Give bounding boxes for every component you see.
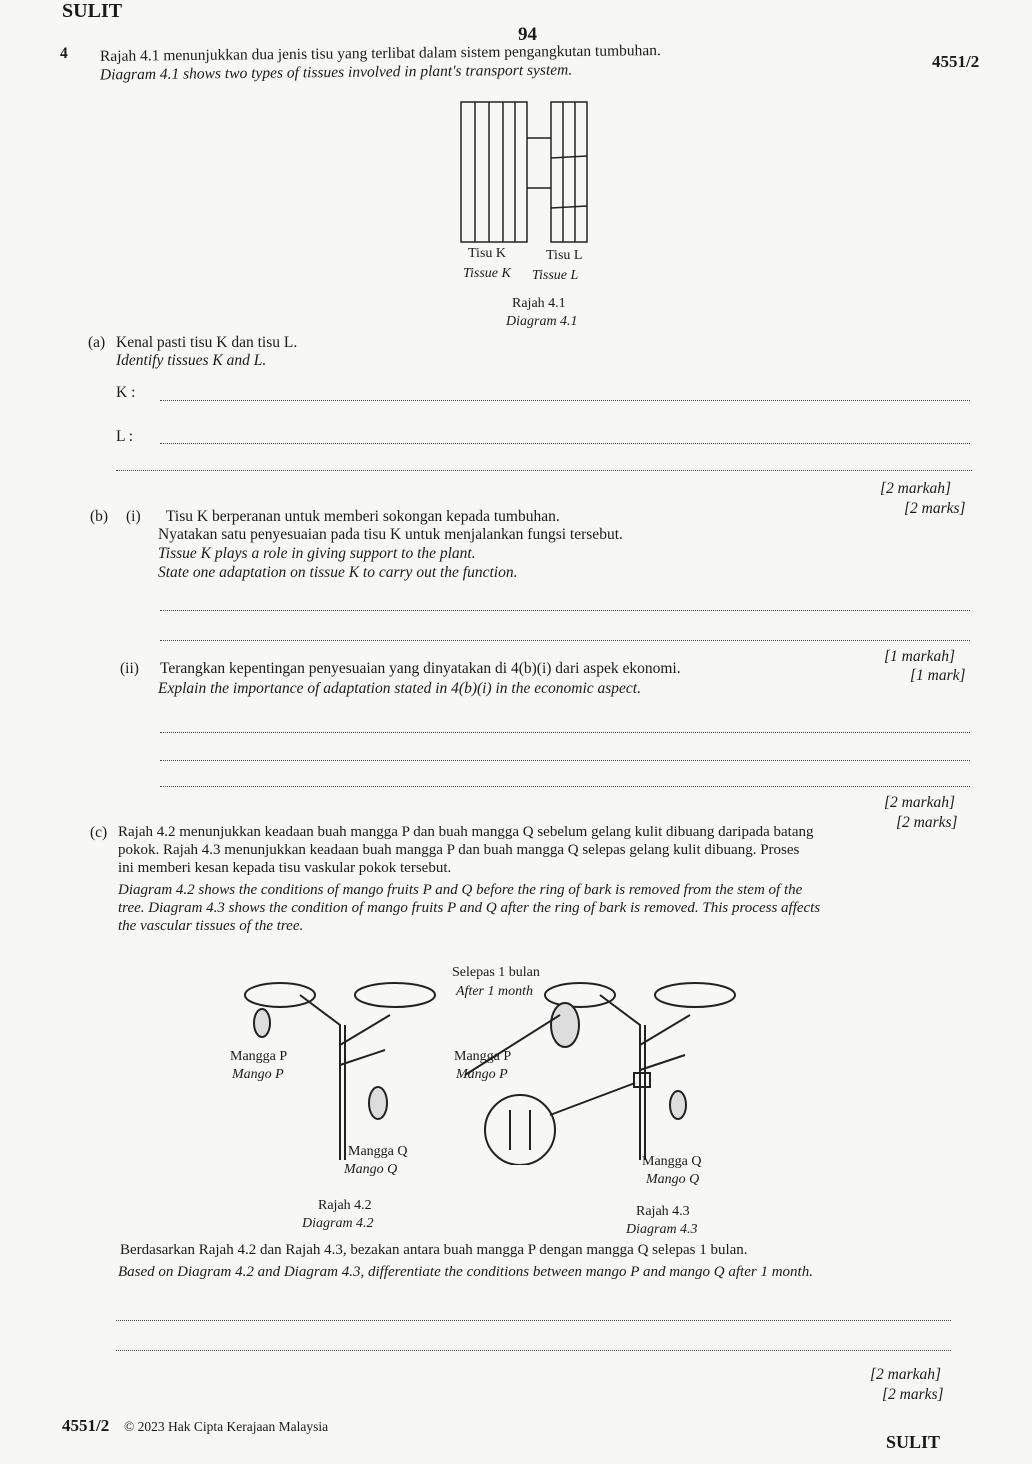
caption-rajah-4-2: Rajah 4.2: [318, 1198, 372, 1213]
part-c-ms-1: Rajah 4.2 menunjukkan keadaan buah mangga P dan buah mangga Q sebelum gelang kulit dibuang daripada batang: [118, 824, 814, 840]
part-b-i-en1: Tissue K plays a role in giving support to the plant.: [158, 545, 476, 562]
question-number: 4: [60, 45, 68, 62]
marks-b-ii-en: [2 marks]: [896, 814, 958, 831]
part-c-ms-3: ini memberi kesan kepada tisu vaskular pokok tersebut.: [118, 860, 452, 876]
caption-diagram-4-1: Diagram 4.1: [506, 314, 578, 329]
answer-c-line-2[interactable]: [116, 1350, 951, 1351]
marks-a-en: [2 marks]: [904, 500, 966, 517]
caption-rajah-4-1: Rajah 4.1: [512, 296, 566, 311]
label-tisu-l: Tisu L: [546, 248, 583, 263]
label-selepas: Selepas 1 bulan: [452, 965, 540, 980]
answer-l-label: L :: [116, 428, 134, 445]
answer-c-line-1[interactable]: [116, 1320, 951, 1321]
marks-b-i-ms: [1 markah]: [884, 648, 956, 665]
answer-a-line[interactable]: [116, 470, 972, 471]
answer-l-line[interactable]: [160, 443, 970, 444]
part-b-ii-en: Explain the importance of adaptation stated in 4(b)(i) in the economic aspect.: [158, 680, 641, 697]
label-mango-p-42: Mango P: [232, 1067, 284, 1082]
part-c-ms-2: pokok. Rajah 4.3 menunjukkan keadaan buah mangga P dan buah mangga Q selepas gelang kulit dibuang. Proses: [118, 842, 800, 858]
label-mangga-p-42: Mangga P: [230, 1049, 288, 1064]
label-mango-q-42: Mango Q: [344, 1162, 398, 1177]
label-after: After 1 month: [456, 984, 533, 999]
part-a-en: Identify tissues K and L.: [116, 352, 267, 369]
part-b-i-ms2: Nyatakan satu penyesuaian pada tisu K untuk menjalankan fungsi tersebut.: [158, 526, 623, 543]
label-mango-p-43: Mango P: [456, 1067, 508, 1082]
caption-rajah-4-3: Rajah 4.3: [636, 1204, 690, 1219]
part-b-ii-label: (ii): [120, 660, 139, 677]
answer-k-line[interactable]: [160, 400, 970, 401]
page-number: 94: [518, 24, 537, 45]
label-tissue-l: Tissue L: [532, 268, 579, 283]
answer-k-label: K :: [116, 384, 136, 401]
marks-b-i-en: [1 mark]: [910, 667, 966, 684]
intro-en: Diagram 4.1 shows two types of tissues involved in plant's transport system.: [99, 61, 573, 84]
marks-c-en: [2 marks]: [882, 1386, 944, 1403]
part-a-ms: Kenal pasti tisu K dan tisu L.: [116, 334, 298, 351]
label-mangga-q-43: Mangga Q: [642, 1154, 702, 1169]
part-b-label: (b): [90, 508, 109, 525]
part-c-en-2: tree. Diagram 4.3 shows the condition of mango fruits P and Q after the ring of bark is removed. This process affects: [118, 900, 821, 916]
sulit-header: SULIT: [62, 0, 123, 22]
diagram-4-1-tissues: [455, 98, 595, 248]
marks-a-ms: [2 markah]: [880, 480, 952, 497]
part-a-label: (a): [88, 334, 106, 351]
part-c-label: (c): [90, 824, 108, 841]
label-tissue-k: Tissue K: [463, 266, 511, 281]
answer-b-ii-line-2[interactable]: [160, 760, 970, 761]
footer-copyright: © 2023 Hak Cipta Kerajaan Malaysia: [124, 1419, 329, 1434]
paper-code: 4551/2: [932, 52, 980, 71]
marks-c-ms: [2 markah]: [870, 1366, 942, 1383]
footer-sulit: SULIT: [886, 1432, 941, 1452]
part-c-question-en: Based on Diagram 4.2 and Diagram 4.3, differentiate the conditions between mango P and mango Q after 1 month.: [118, 1264, 813, 1280]
part-b-i-en2: State one adaptation on tissue K to carry out the function.: [158, 564, 518, 581]
part-c-question-ms: Berdasarkan Rajah 4.2 dan Rajah 4.3, bezakan antara buah mangga P dengan mangga Q selepas 1 bulan.: [120, 1242, 748, 1258]
label-tisu-k: Tisu K: [468, 246, 507, 261]
label-mangga-q-42: Mangga Q: [348, 1144, 408, 1159]
answer-b-ii-line-1[interactable]: [160, 732, 970, 733]
label-mango-q-43: Mango Q: [646, 1172, 700, 1187]
part-b-i-ms1: Tisu K berperanan untuk memberi sokongan kepada tumbuhan.: [166, 508, 560, 525]
label-mangga-p-43: Mangga P: [454, 1049, 512, 1064]
footer-code: 4551/2: [62, 1416, 110, 1435]
part-c-en-1: Diagram 4.2 shows the conditions of mango fruits P and Q before the ring of bark is removed from the stem of the: [118, 882, 803, 898]
part-b-ii-ms: Terangkan kepentingan penyesuaian yang dinyatakan di 4(b)(i) dari aspek ekonomi.: [160, 660, 681, 677]
intro-ms: Rajah 4.1 menunjukkan dua jenis tisu yang terlibat dalam sistem pengangkutan tumbuhan.: [99, 42, 661, 65]
part-c-en-3: the vascular tissues of the tree.: [118, 918, 304, 934]
answer-b-ii-line-3[interactable]: [160, 786, 970, 787]
marks-b-ii-ms: [2 markah]: [884, 794, 956, 811]
answer-b-i-line-2[interactable]: [160, 640, 970, 641]
caption-diagram-4-3: Diagram 4.3: [626, 1222, 698, 1237]
part-b-i-label: (i): [126, 508, 141, 525]
caption-diagram-4-2: Diagram 4.2: [302, 1216, 374, 1231]
answer-b-i-line-1[interactable]: [160, 610, 970, 611]
